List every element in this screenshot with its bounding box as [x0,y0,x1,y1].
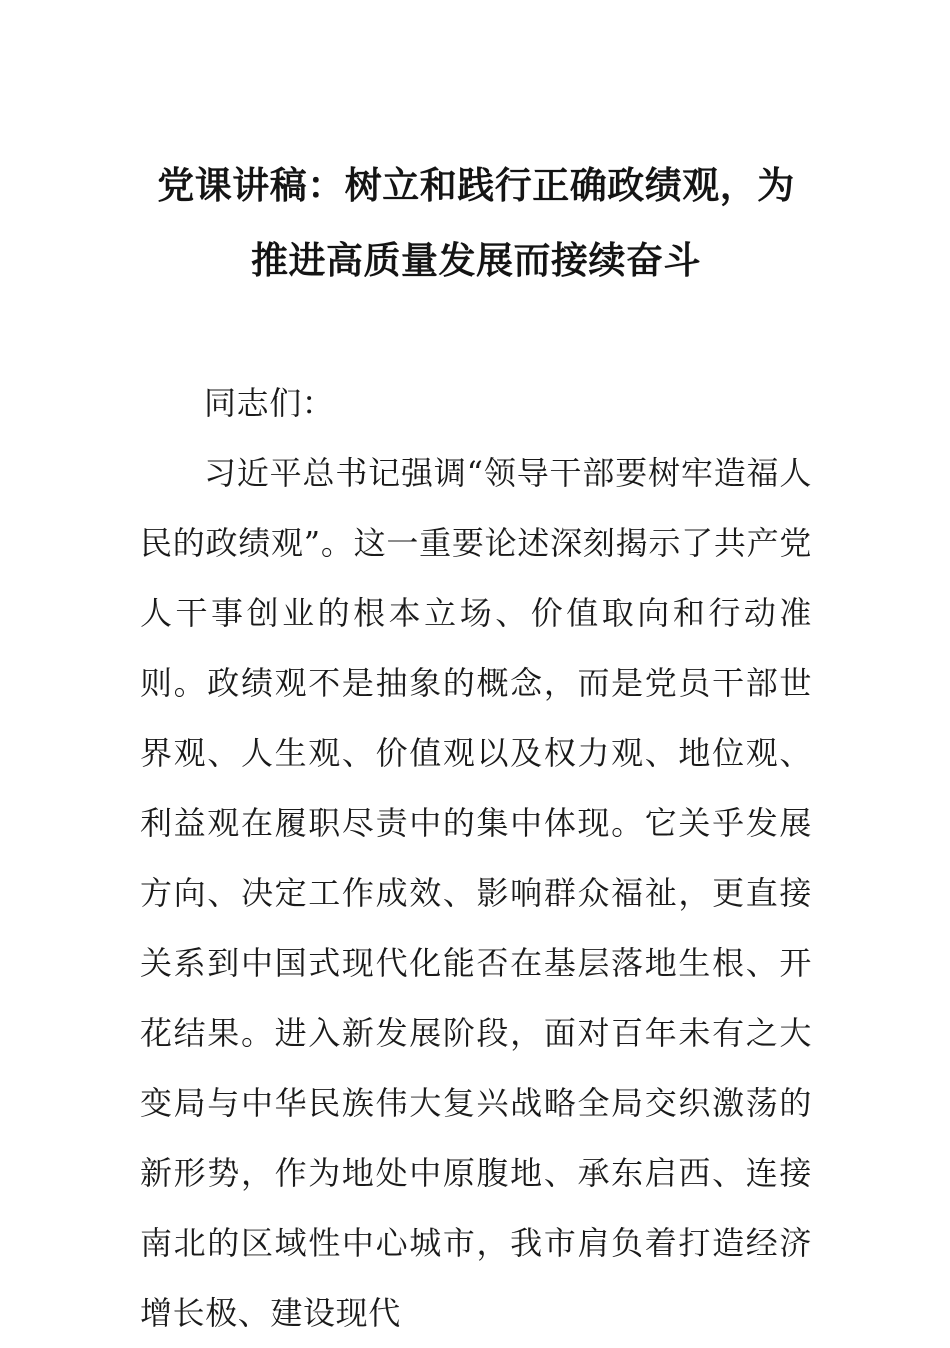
document-body [140,368,812,1348]
body-paragraph-1: 习近平总书记强调“领导干部要树牢造福人民的政绩观”。这一重要论述深刻揭示了共产党人干事创业的根本立场、价值取向和行动准则。政绩观不是抽象的概念，而是党员干部世界观、人生观、价值观以及权力观、地位观、利益观在履职尽责中的集中体现。它关乎发展方向、决定工作成效、影响群众福祉，更直接关系到中国式现代化能否在基层落地生根、开花结果。进入新发展阶段，面对百年未有之大变局与中华民族伟大复兴战略全局交织激荡的新形势，作为地处中原腹地、承东启西、连接南北的区域性中心城市，我市肩负着打造经济增长极、建设现代 [140,454,812,1332]
document-title: 党课讲稿：树立和践行正确政绩观，为推进高质量发展而接续奋斗 [157,164,795,282]
salutation-line: 同志们： [204,384,335,422]
